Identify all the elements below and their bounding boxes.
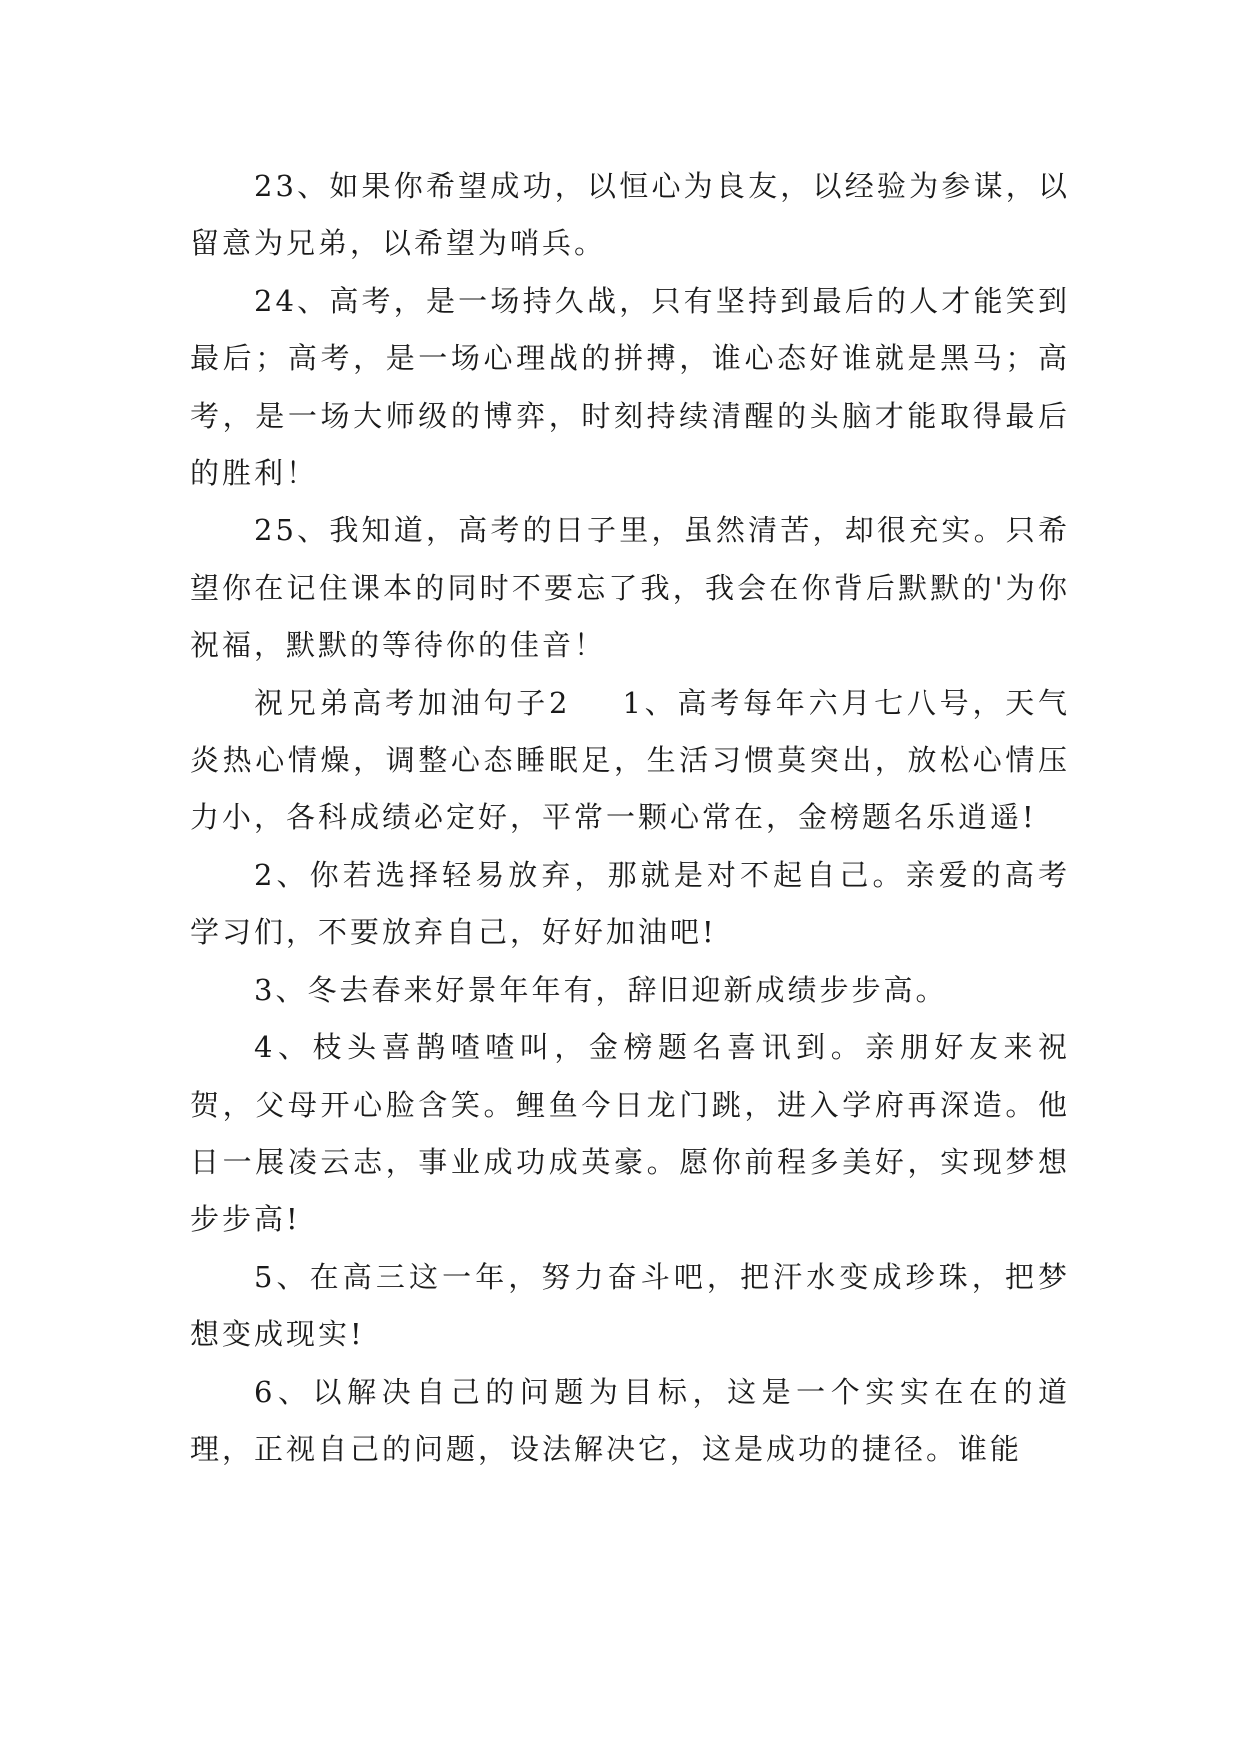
paragraph-text: 25、我知道，高考的日子里，虽然清苦，却很充实。只希望你在记住课本的同时不要忘了我，我会在你背后默默的'为你祝福，默默的等待你的佳音！ <box>190 513 1070 663</box>
paragraph-5 <box>190 1249 1070 1364</box>
paragraph-4 <box>190 1019 1070 1249</box>
paragraph-23 <box>190 158 1070 273</box>
paragraph-text: 1、高考每年六月七八号，天气炎热心情燥，调整心态睡眠足，生活习惯莫突出，放松心情压力小，各科成绩必定好，平常一颗心常在，金榜题名乐逍遥! <box>190 685 1071 835</box>
paragraph-text: 23、如果你希望成功，以恒心为良友，以经验为参谋，以留意为兄弟，以希望为哨兵。 <box>190 169 1070 261</box>
paragraph-text: 6、以解决自己的问题为目标，这是一个实实在在的道理，正视自己的问题，设法解决它，这是成功的捷径。谁能 <box>190 1374 1070 1466</box>
paragraph-25 <box>190 502 1070 674</box>
paragraph-section-2 <box>190 675 1070 847</box>
paragraph-text: 24、高考，是一场持久战，只有坚持到最后的人才能笑到最后；高考，是一场心理战的拼搏，谁心态好谁就是黑马；高考，是一场大师级的博弈，时刻持续清醒的头脑才能取得最后的胜利！ <box>190 283 1070 491</box>
section-heading: 祝兄弟高考加油句子2 <box>254 685 571 720</box>
paragraph-6 <box>190 1364 1070 1479</box>
paragraph-3 <box>190 962 1070 1019</box>
document-body <box>190 158 1070 1478</box>
paragraph-text: 3、冬去春来好景年年有，辞旧迎新成绩步步高。 <box>254 972 948 1007</box>
paragraph-text: 5、在高三这一年，努力奋斗吧，把汗水变成珍珠，把梦想变成现实! <box>190 1259 1070 1352</box>
paragraph-text: 4、枝头喜鹊喳喳叫，金榜题名喜讯到。亲朋好友来祝贺，父母开心脸含笑。鲤鱼今日龙门跳，进入学府再深造。他日一展凌云志，事业成功成英豪。愿你前程多美好，实现梦想步步高! <box>190 1030 1070 1237</box>
paragraph-text: 2、你若选择轻易放弃，那就是对不起自己。亲爱的高考学习们，不要放弃自己，好好加油吧! <box>190 857 1070 950</box>
paragraph-24 <box>190 273 1070 503</box>
paragraph-2 <box>190 847 1070 962</box>
